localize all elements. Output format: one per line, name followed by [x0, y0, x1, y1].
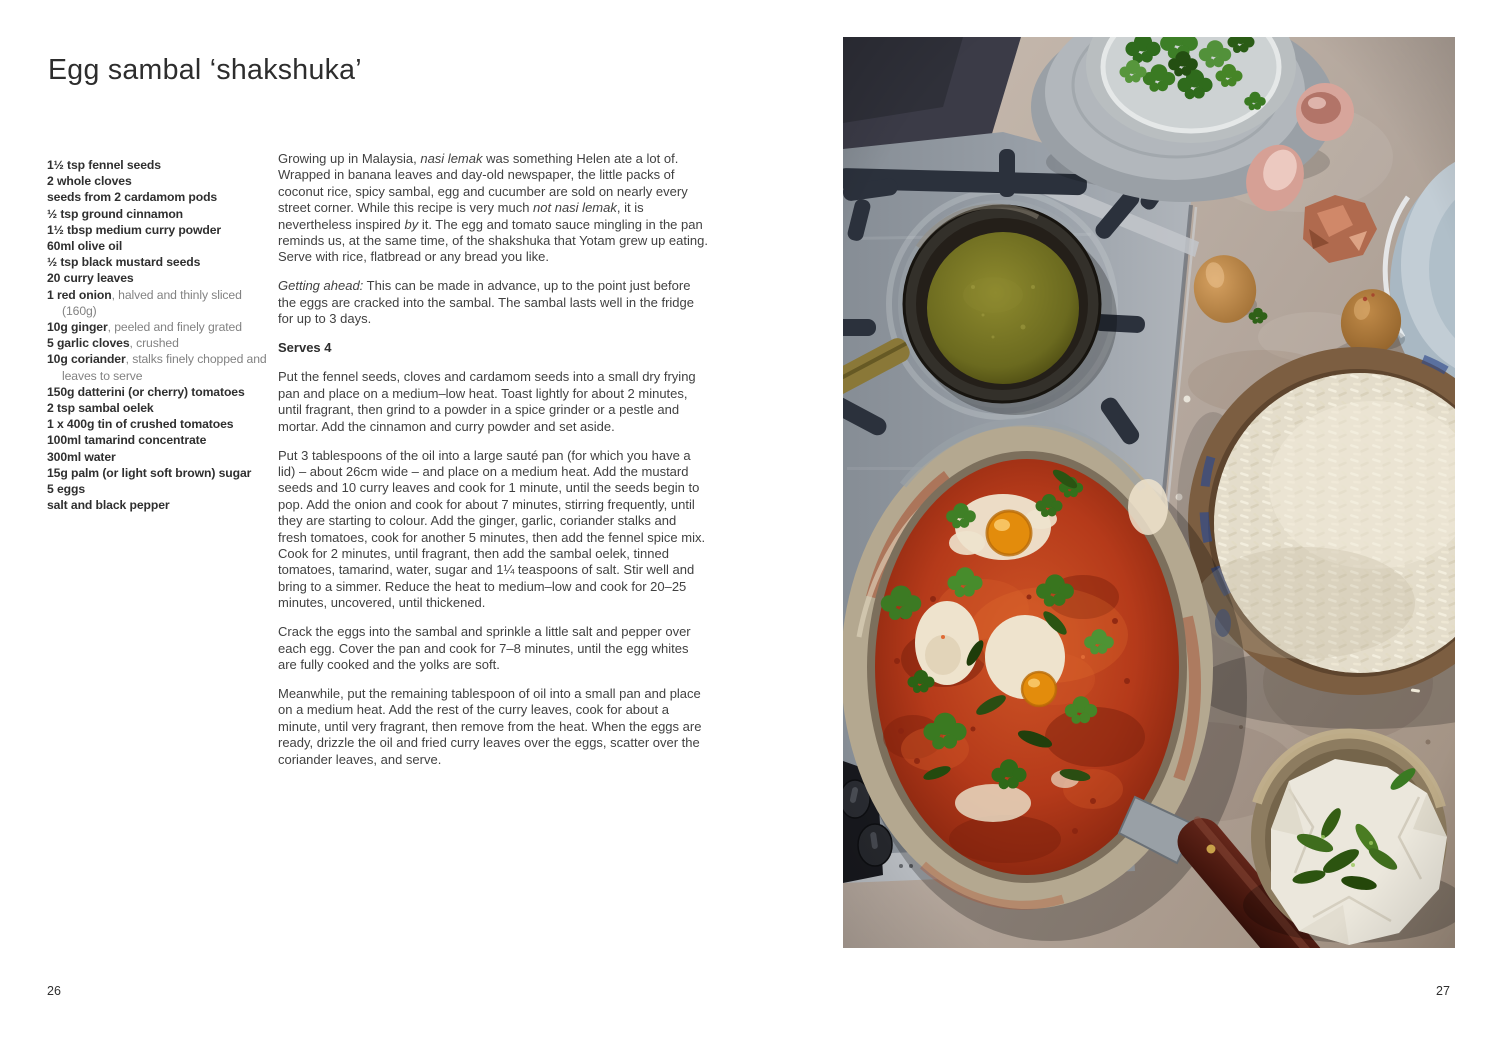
ingredient-item: 300ml water	[47, 449, 116, 464]
ingredient-item: 5 eggs	[47, 482, 86, 497]
ingredient-item: ½ tsp ground cinnamon	[47, 206, 184, 221]
ingredient-item: seeds from 2 cardamom pods	[47, 190, 218, 205]
method-paragraph: Put the fennel seeds, cloves and cardamom seeds into a small dry frying pan and place on a medium–low heat. Toast lightly for about 2 minutes, until fragrant, then grind to a powder in a spice grinder or a pestle and mortar. Add the cinnamon and curry powder and set aside.	[278, 369, 696, 434]
ingredient-item: 2 whole cloves	[47, 174, 132, 189]
recipe-title: Egg sambal ‘shakshuka’	[48, 54, 362, 86]
method-paragraph: Meanwhile, put the remaining tablespoon of oil into a small pan and place on a medium heat. Add the rest of the curry leaves, cook for about a minute, until very fragrant, then remove from the heat. When the eggs are ready, drizzle the oil and fried curry leaves over the eggs, scatter over the coriander leaves, and serve.	[278, 685, 702, 767]
ingredient-item: 100ml tamarind concentrate	[47, 433, 207, 448]
ingredient-item: 5 garlic cloves, crushed	[47, 336, 179, 351]
ingredient-item: 1 red onion, halved and thinly sliced (160g)	[47, 287, 242, 318]
ingredients-list	[47, 157, 275, 513]
intro-paragraph: Getting ahead: This can be made in advance, up to the point just before the eggs are cracked into the sambal. The sambal lasts well in the fridge for up to 3 days.	[278, 278, 694, 327]
photo-vignette	[843, 37, 1455, 948]
ingredient-item: 60ml olive oil	[47, 239, 123, 254]
page-number-right: 27	[1436, 984, 1450, 998]
ingredient-item: 10g ginger, peeled and finely grated	[47, 320, 242, 335]
ingredient-item: 150g datterini (or cherry) tomatoes	[47, 384, 245, 399]
ingredient-item: 2 tsp sambal oelek	[47, 401, 154, 416]
ingredient-item: 10g coriander, stalks finely chopped and leaves to serve	[47, 352, 267, 383]
intro-paragraphs	[278, 151, 708, 328]
method-paragraph: Crack the eggs into the sambal and sprinkle a little salt and pepper over each egg. Cover the pan and cook for 7–8 minutes, until the egg whites are fully cooked and the yolks are soft.	[278, 624, 691, 672]
recipe-photo	[843, 37, 1455, 948]
ingredients-column	[47, 157, 275, 513]
photo-illustration	[843, 37, 1455, 948]
ingredient-item: salt and black pepper	[47, 498, 170, 513]
ingredient-item: ½ tsp black mustard seeds	[47, 255, 201, 270]
ingredient-item: 1 x 400g tin of crushed tomatoes	[47, 417, 234, 432]
ingredient-item: 1½ tsp fennel seeds	[47, 158, 161, 172]
intro-paragraph: Growing up in Malaysia, nasi lemak was something Helen ate a lot of. Wrapped in banana leaves and day-old newspaper, the little packs of coconut rice, spicy sambal, egg and cucumber are sold on nearly every street corner. While this recipe is very much not nasi lemak, it is nevertheless inspired by it. The egg and tomato sauce mingling in the pan reminds us, at the same time, of the shakshuka that Yotam grew up eating. Serve with rice, flatbread or any bread you like.	[278, 151, 708, 265]
ingredient-item: 15g palm (or light soft brown) sugar	[47, 465, 252, 480]
ingredient-item: 20 curry leaves	[47, 271, 134, 286]
ingredient-item: 1½ tbsp medium curry powder	[47, 222, 222, 237]
recipe-body	[278, 151, 708, 780]
method-paragraphs	[278, 369, 708, 767]
page-number-left: 26	[47, 984, 61, 998]
serves-label: Serves 4	[278, 340, 332, 356]
method-paragraph: Put 3 tablespoons of the oil into a large sauté pan (for which you have a lid) – about 26cm wide – and place on a medium heat. Add the mustard seeds and 10 curry leaves and cook for 1 minute, until the seeds begin to pop. Add the onion and cook for about 7 minutes, stirring frequently, until they are starting to colour. Add the ginger, garlic, coriander stalks and fresh tomatoes, cook for another 5 minutes, then add the fennel spice mix. Cook for 2 minutes, until fragrant, then add the sambal oelek, tinned tomatoes, tamarind, water, sugar and 1¼ teaspoons of salt. Stir well and bring to a simmer. Reduce the heat to medium–low and cook for 20–25 minutes, uncovered, until thickened.	[278, 447, 706, 611]
